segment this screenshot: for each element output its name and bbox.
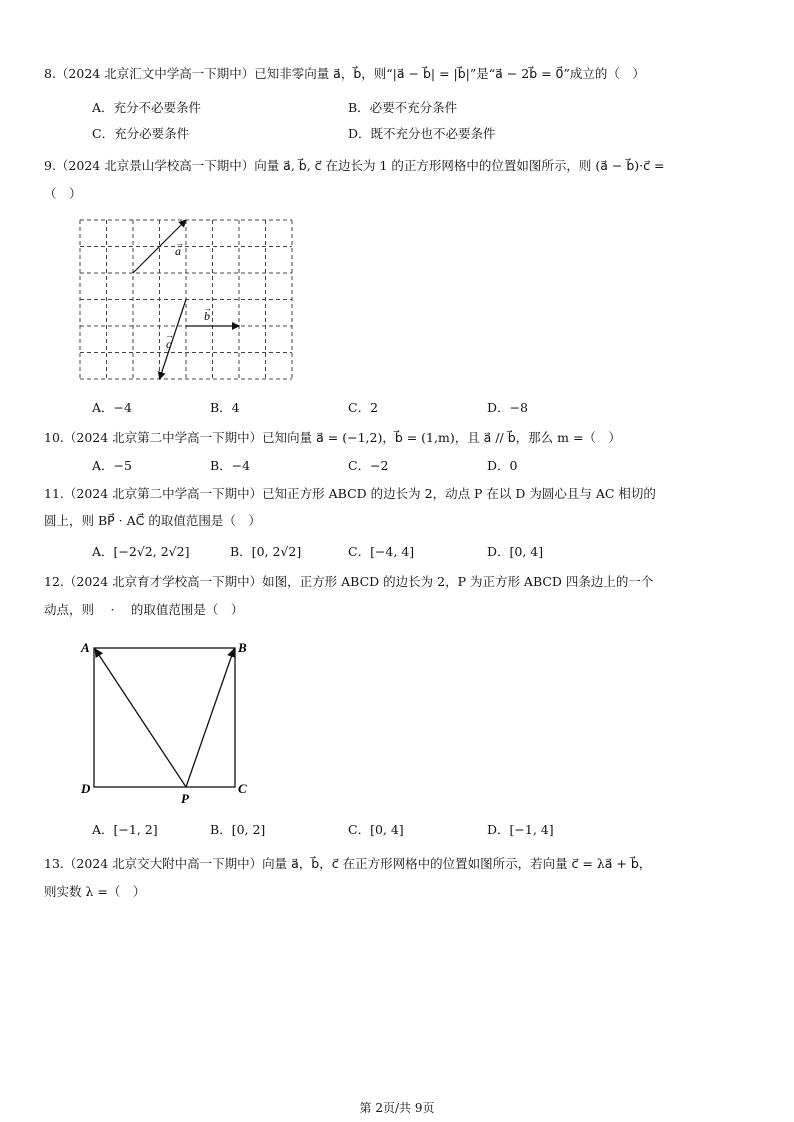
q11-stem-line2: 圆上，则 BP⃗ · AC⃗ 的取值范围是（ ） <box>44 513 261 528</box>
label-P: P <box>181 791 189 806</box>
q11-option-d: D．[0, 4] <box>487 544 544 559</box>
q8-option-b: B．必要不充分条件 <box>348 100 458 115</box>
q10-option-b: B．−4 <box>210 458 251 473</box>
label-D: D <box>81 781 91 796</box>
label-C: C <box>238 781 247 796</box>
q13-stem-line2: 则实数 λ =（ ） <box>44 884 146 899</box>
q9-stem-line1: 9.（2024 北京景山学校高一下期中）向量 a⃗, b⃗, c⃗ 在边长为 1 的正方形网格中的位置如图所示，则 (a⃗ − b⃗)·c⃗ = <box>44 158 665 173</box>
q11-option-c: C．[−4, 4] <box>348 544 415 559</box>
label-A: A <box>81 640 90 655</box>
vector-PA-arrow <box>95 649 186 787</box>
q12-option-d: D．[−1, 4] <box>487 822 554 837</box>
q12-option-a: A．[−1, 2] <box>92 822 158 837</box>
q11-option-b: B．[0, 2√2] <box>230 544 302 559</box>
svg-text:→: → <box>203 303 212 313</box>
q8-stem: 8.（2024 北京汇文中学高一下期中）已知非零向量 a⃗，b⃗，则“|a⃗ − b⃗| = |b⃗|”是“a⃗ − 2b⃗ = 0⃗”成立的（ ） <box>44 66 645 81</box>
q9-option-b: B．4 <box>210 400 240 415</box>
label-B: B <box>238 640 247 655</box>
label-a: a <box>175 244 181 258</box>
q12-stem-line2: 动点，则 · 的取值范围是（ ） <box>44 602 244 617</box>
q12-option-b: B．[0, 2] <box>210 822 266 837</box>
label-c: c <box>166 337 172 351</box>
page-footer: 第 2页/共 9页 <box>359 1101 435 1115</box>
q12-square-figure <box>78 638 258 808</box>
q13-stem-line1: 13.（2024 北京交大附中高一下期中）向量 a⃗，b⃗，c⃗ 在正方形网格中的位置如图所示，若向量 c⃗ = λa⃗ + b⃗， <box>44 856 652 871</box>
q12-stem-line1: 12.（2024 北京育才学校高一下期中）如图，正方形 ABCD 的边长为 2，P 为正方形 ABCD 四条边上的一个 <box>44 574 654 589</box>
label-b: b <box>204 309 210 323</box>
q9-stem-line2: （ ） <box>44 186 82 201</box>
q8-option-c: C．充分必要条件 <box>92 126 190 141</box>
q8-option-a: A．充分不必要条件 <box>92 100 202 115</box>
q12-option-c: C．[0, 4] <box>348 822 404 837</box>
q9-option-a: A．−4 <box>92 400 132 415</box>
q10-option-d: D．0 <box>487 458 518 473</box>
q11-stem-line1: 11.（2024 北京第二中学高一下期中）已知正方形 ABCD 的边长为 2，动点 P 在以 D 为圆心且与 AC 相切的 <box>44 486 656 501</box>
q10-option-c: C．−2 <box>348 458 389 473</box>
vector-PB-arrow <box>186 649 234 787</box>
q10-stem: 10.（2024 北京第二中学高一下期中）已知向量 a⃗ = (−1,2)，b⃗ = (1,m)，且 a⃗ // b⃗，那么 m =（ ） <box>44 430 621 445</box>
q8-option-d: D．既不充分也不必要条件 <box>348 126 496 141</box>
svg-text:→: → <box>175 238 184 248</box>
q9-option-c: C．2 <box>348 400 379 415</box>
svg-text:→: → <box>165 330 174 340</box>
q10-option-a: A．−5 <box>92 458 132 473</box>
q9-grid-figure <box>80 220 295 382</box>
q11-option-a: A．[−2√2, 2√2] <box>92 544 190 559</box>
q9-option-d: D．−8 <box>487 400 528 415</box>
